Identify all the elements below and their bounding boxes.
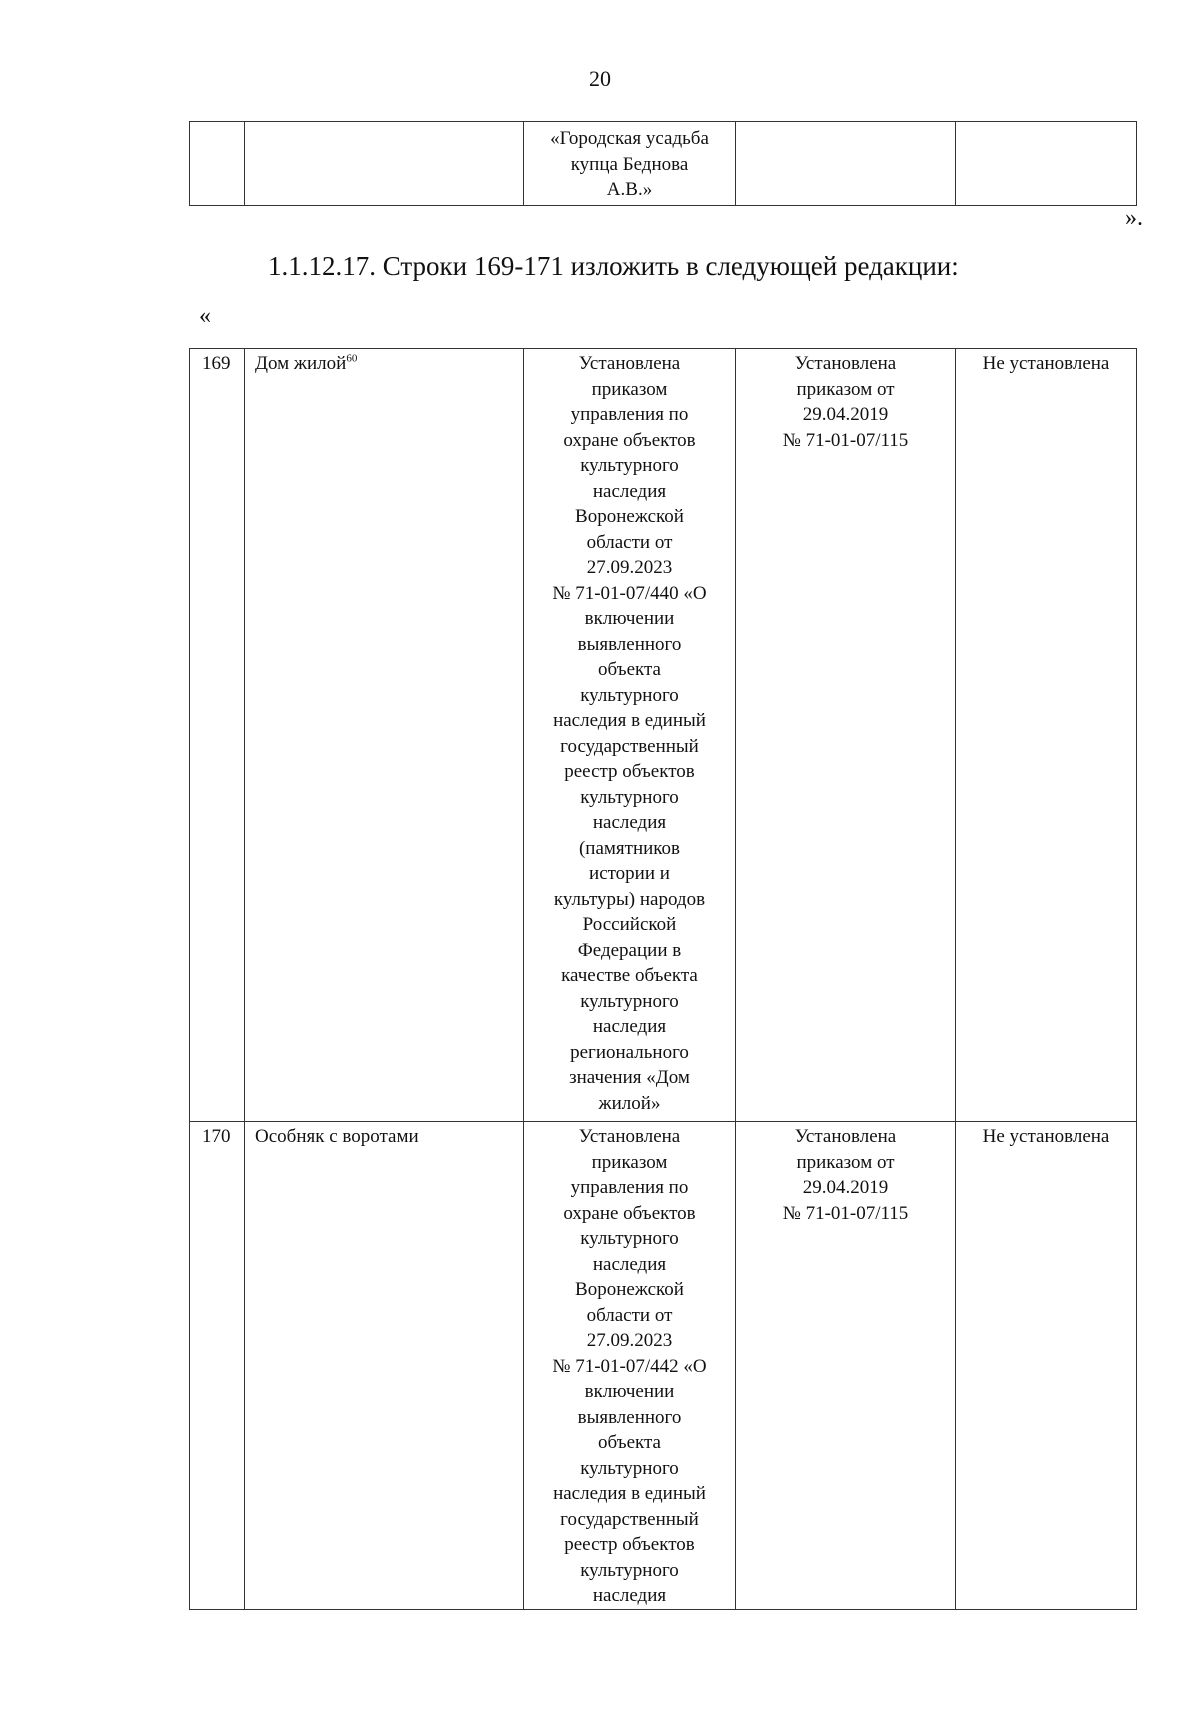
table-row bbox=[190, 349, 1137, 1122]
protection-zone-cell: Не установлена bbox=[956, 1122, 1137, 1610]
boundary-order-cell: Установлена приказом от 29.04.2019 № 71-01-07/115 bbox=[736, 1122, 956, 1610]
table-row bbox=[190, 122, 1137, 206]
table-row bbox=[190, 1122, 1137, 1610]
object-name: Особняк с воротами bbox=[255, 1126, 419, 1147]
inclusion-order-cell: Установлена приказом управления по охране объектов культурного наследия Воронежской области от 27.09.2023 № 71-01-07/440 «О включении выявленного объекта культурного наследия в единый государственный реестр объектов культурного наследия (памятников истории и культуры) народов Российской Федерации в качестве объекта культурного наследия регионального значения «Дом жилой» bbox=[524, 349, 736, 1122]
section-heading: 1.1.12.17. Строки 169-171 изложить в следующей редакции: bbox=[268, 251, 959, 281]
object-name-cell bbox=[245, 349, 524, 1122]
boundary-order-cell: Установлена приказом от 29.04.2019 № 71-01-07/115 bbox=[736, 349, 956, 1122]
row-number-cell: 170 bbox=[190, 1122, 245, 1610]
object-name-cell bbox=[245, 1122, 524, 1610]
object-name-cell bbox=[245, 122, 524, 206]
order-cell bbox=[736, 122, 956, 206]
previous-table-fragment bbox=[189, 121, 1137, 206]
row-number-cell: 169 bbox=[190, 349, 245, 1122]
object-title-cell: «Городская усадьба купца Беднова А.В.» bbox=[524, 122, 736, 206]
protection-zone-cell: Не установлена bbox=[956, 349, 1137, 1122]
inclusion-order-cell: Установлена приказом управления по охране объектов культурного наследия Воронежской области от 27.09.2023 № 71-01-07/442 «О включении выявленного объекта культурного наследия в единый государственный реестр объектов культурного наследия bbox=[524, 1122, 736, 1610]
footnote-marker: 60 bbox=[346, 352, 358, 365]
closing-quote: ». bbox=[1125, 205, 1143, 231]
opening-quote: « bbox=[199, 303, 211, 329]
page-number: 20 bbox=[589, 66, 611, 91]
row-number-cell bbox=[190, 122, 245, 206]
status-cell bbox=[956, 122, 1137, 206]
amendment-table bbox=[189, 348, 1137, 1610]
object-name: Дом жилой bbox=[255, 353, 347, 374]
